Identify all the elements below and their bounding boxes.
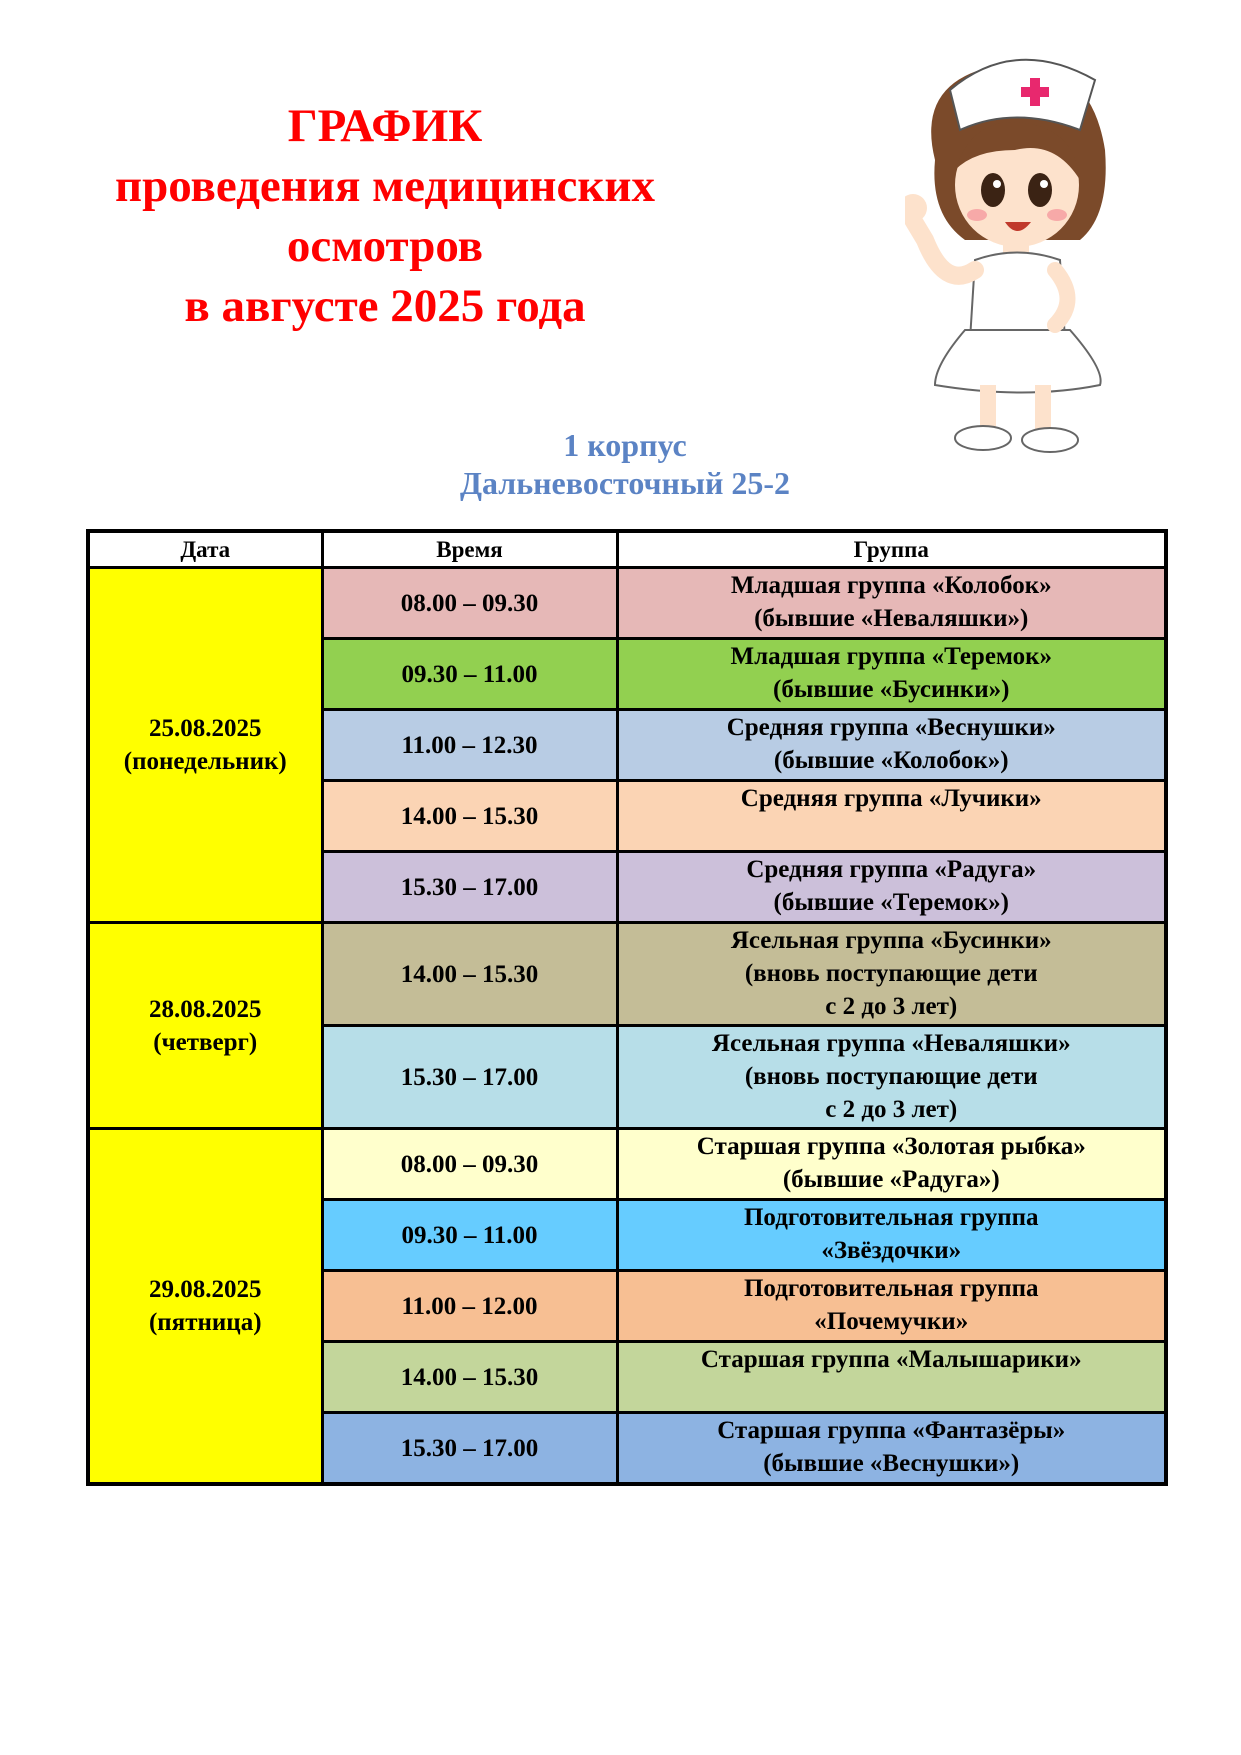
building-subtitle — [330, 426, 920, 502]
group-cell — [617, 1026, 1166, 1129]
group-line: (вновь поступающие дети — [744, 1063, 1038, 1090]
time-cell: 15.30 – 17.00 — [322, 1026, 617, 1129]
group-cell — [617, 1271, 1166, 1342]
group-line — [625, 815, 1159, 848]
time-cell: 15.30 – 17.00 — [322, 852, 617, 923]
date-value: 29.08.2025 — [149, 1276, 262, 1303]
group-cell — [617, 1342, 1166, 1413]
group-cell — [617, 568, 1166, 639]
title-line-3: осмотров — [286, 220, 484, 272]
group-line: Старшая группа «Золотая рыбка» — [696, 1133, 1086, 1160]
group-line: Средняя группа «Лучики» — [740, 785, 1042, 812]
schedule-table — [86, 529, 1168, 1486]
group-line: Ясельная группа «Бусинки» — [730, 927, 1052, 954]
time-cell: 11.00 – 12.30 — [322, 710, 617, 781]
weekday-value: (понедельник) — [123, 748, 287, 775]
group-line: Старшая группа «Малышарики» — [700, 1346, 1082, 1373]
group-line — [625, 1376, 1159, 1409]
page-title — [40, 96, 730, 336]
group-cell — [617, 1413, 1166, 1485]
time-cell: 08.00 – 09.30 — [322, 1129, 617, 1200]
date-value: 28.08.2025 — [149, 995, 262, 1023]
header-time: Время — [322, 531, 617, 568]
group-line: Младшая группа «Колобок» — [730, 572, 1052, 599]
time-cell: 14.00 – 15.30 — [322, 781, 617, 852]
nurse-cartoon-icon — [905, 40, 1135, 465]
schedule-body — [88, 568, 1166, 1485]
group-line: с 2 до 3 лет) — [825, 1096, 958, 1123]
table-row — [88, 1129, 1166, 1200]
header-group: Группа — [617, 531, 1166, 568]
time-cell: 09.30 – 11.00 — [322, 1200, 617, 1271]
group-line: (бывшие «Колобок») — [773, 747, 1009, 774]
group-line: (бывшие «Радуга») — [782, 1166, 1000, 1193]
group-line: (бывшие «Веснушки») — [763, 1450, 1020, 1477]
group-line: (бывшие «Теремок») — [773, 889, 1009, 916]
group-cell — [617, 923, 1166, 1026]
time-cell: 08.00 – 09.30 — [322, 568, 617, 639]
title-line-1: ГРАФИК — [287, 100, 483, 152]
table-row — [88, 923, 1166, 1026]
group-line: «Звёздочки» — [821, 1237, 962, 1264]
group-cell — [617, 852, 1166, 923]
time-cell: 14.00 – 15.30 — [322, 923, 617, 1026]
group-cell — [617, 639, 1166, 710]
time-cell: 11.00 – 12.00 — [322, 1271, 617, 1342]
group-cell — [617, 1129, 1166, 1200]
time-cell: 14.00 – 15.30 — [322, 1342, 617, 1413]
weekday-value: (пятница) — [148, 1309, 262, 1336]
building-address: Дальневосточный 25-2 — [459, 465, 791, 501]
weekday-value: (четверг) — [153, 1028, 258, 1056]
group-line: Средняя группа «Радуга» — [746, 856, 1037, 883]
group-line: «Почемучки» — [814, 1308, 969, 1335]
group-line: Ясельная группа «Неваляшки» — [711, 1030, 1071, 1057]
group-line: Подготовительная группа — [743, 1204, 1039, 1231]
time-cell: 15.30 – 17.00 — [322, 1413, 617, 1485]
header-date: Дата — [88, 531, 322, 568]
group-cell — [617, 710, 1166, 781]
group-line: Младшая группа «Теремок» — [730, 643, 1053, 670]
title-line-4: в августе 2025 года — [184, 280, 586, 332]
group-line: (бывшие «Бусинки») — [773, 676, 1010, 703]
date-cell — [88, 568, 322, 923]
table-row — [88, 568, 1166, 639]
group-cell — [617, 781, 1166, 852]
group-line: Средняя группа «Веснушки» — [726, 714, 1056, 741]
group-cell — [617, 1200, 1166, 1271]
group-line: Подготовительная группа — [743, 1275, 1039, 1302]
date-value: 25.08.2025 — [149, 715, 262, 742]
group-line: Старшая группа «Фантазёры» — [717, 1417, 1066, 1444]
group-line: с 2 до 3 лет) — [825, 993, 958, 1020]
title-line-2: проведения медицинских — [114, 160, 656, 212]
group-line: (вновь поступающие дети — [744, 960, 1038, 987]
date-cell — [88, 1129, 322, 1485]
building-number: 1 корпус — [563, 427, 687, 463]
group-line: (бывшие «Неваляшки») — [754, 605, 1029, 632]
table-header-row — [88, 531, 1166, 568]
date-cell — [88, 923, 322, 1129]
time-cell: 09.30 – 11.00 — [322, 639, 617, 710]
